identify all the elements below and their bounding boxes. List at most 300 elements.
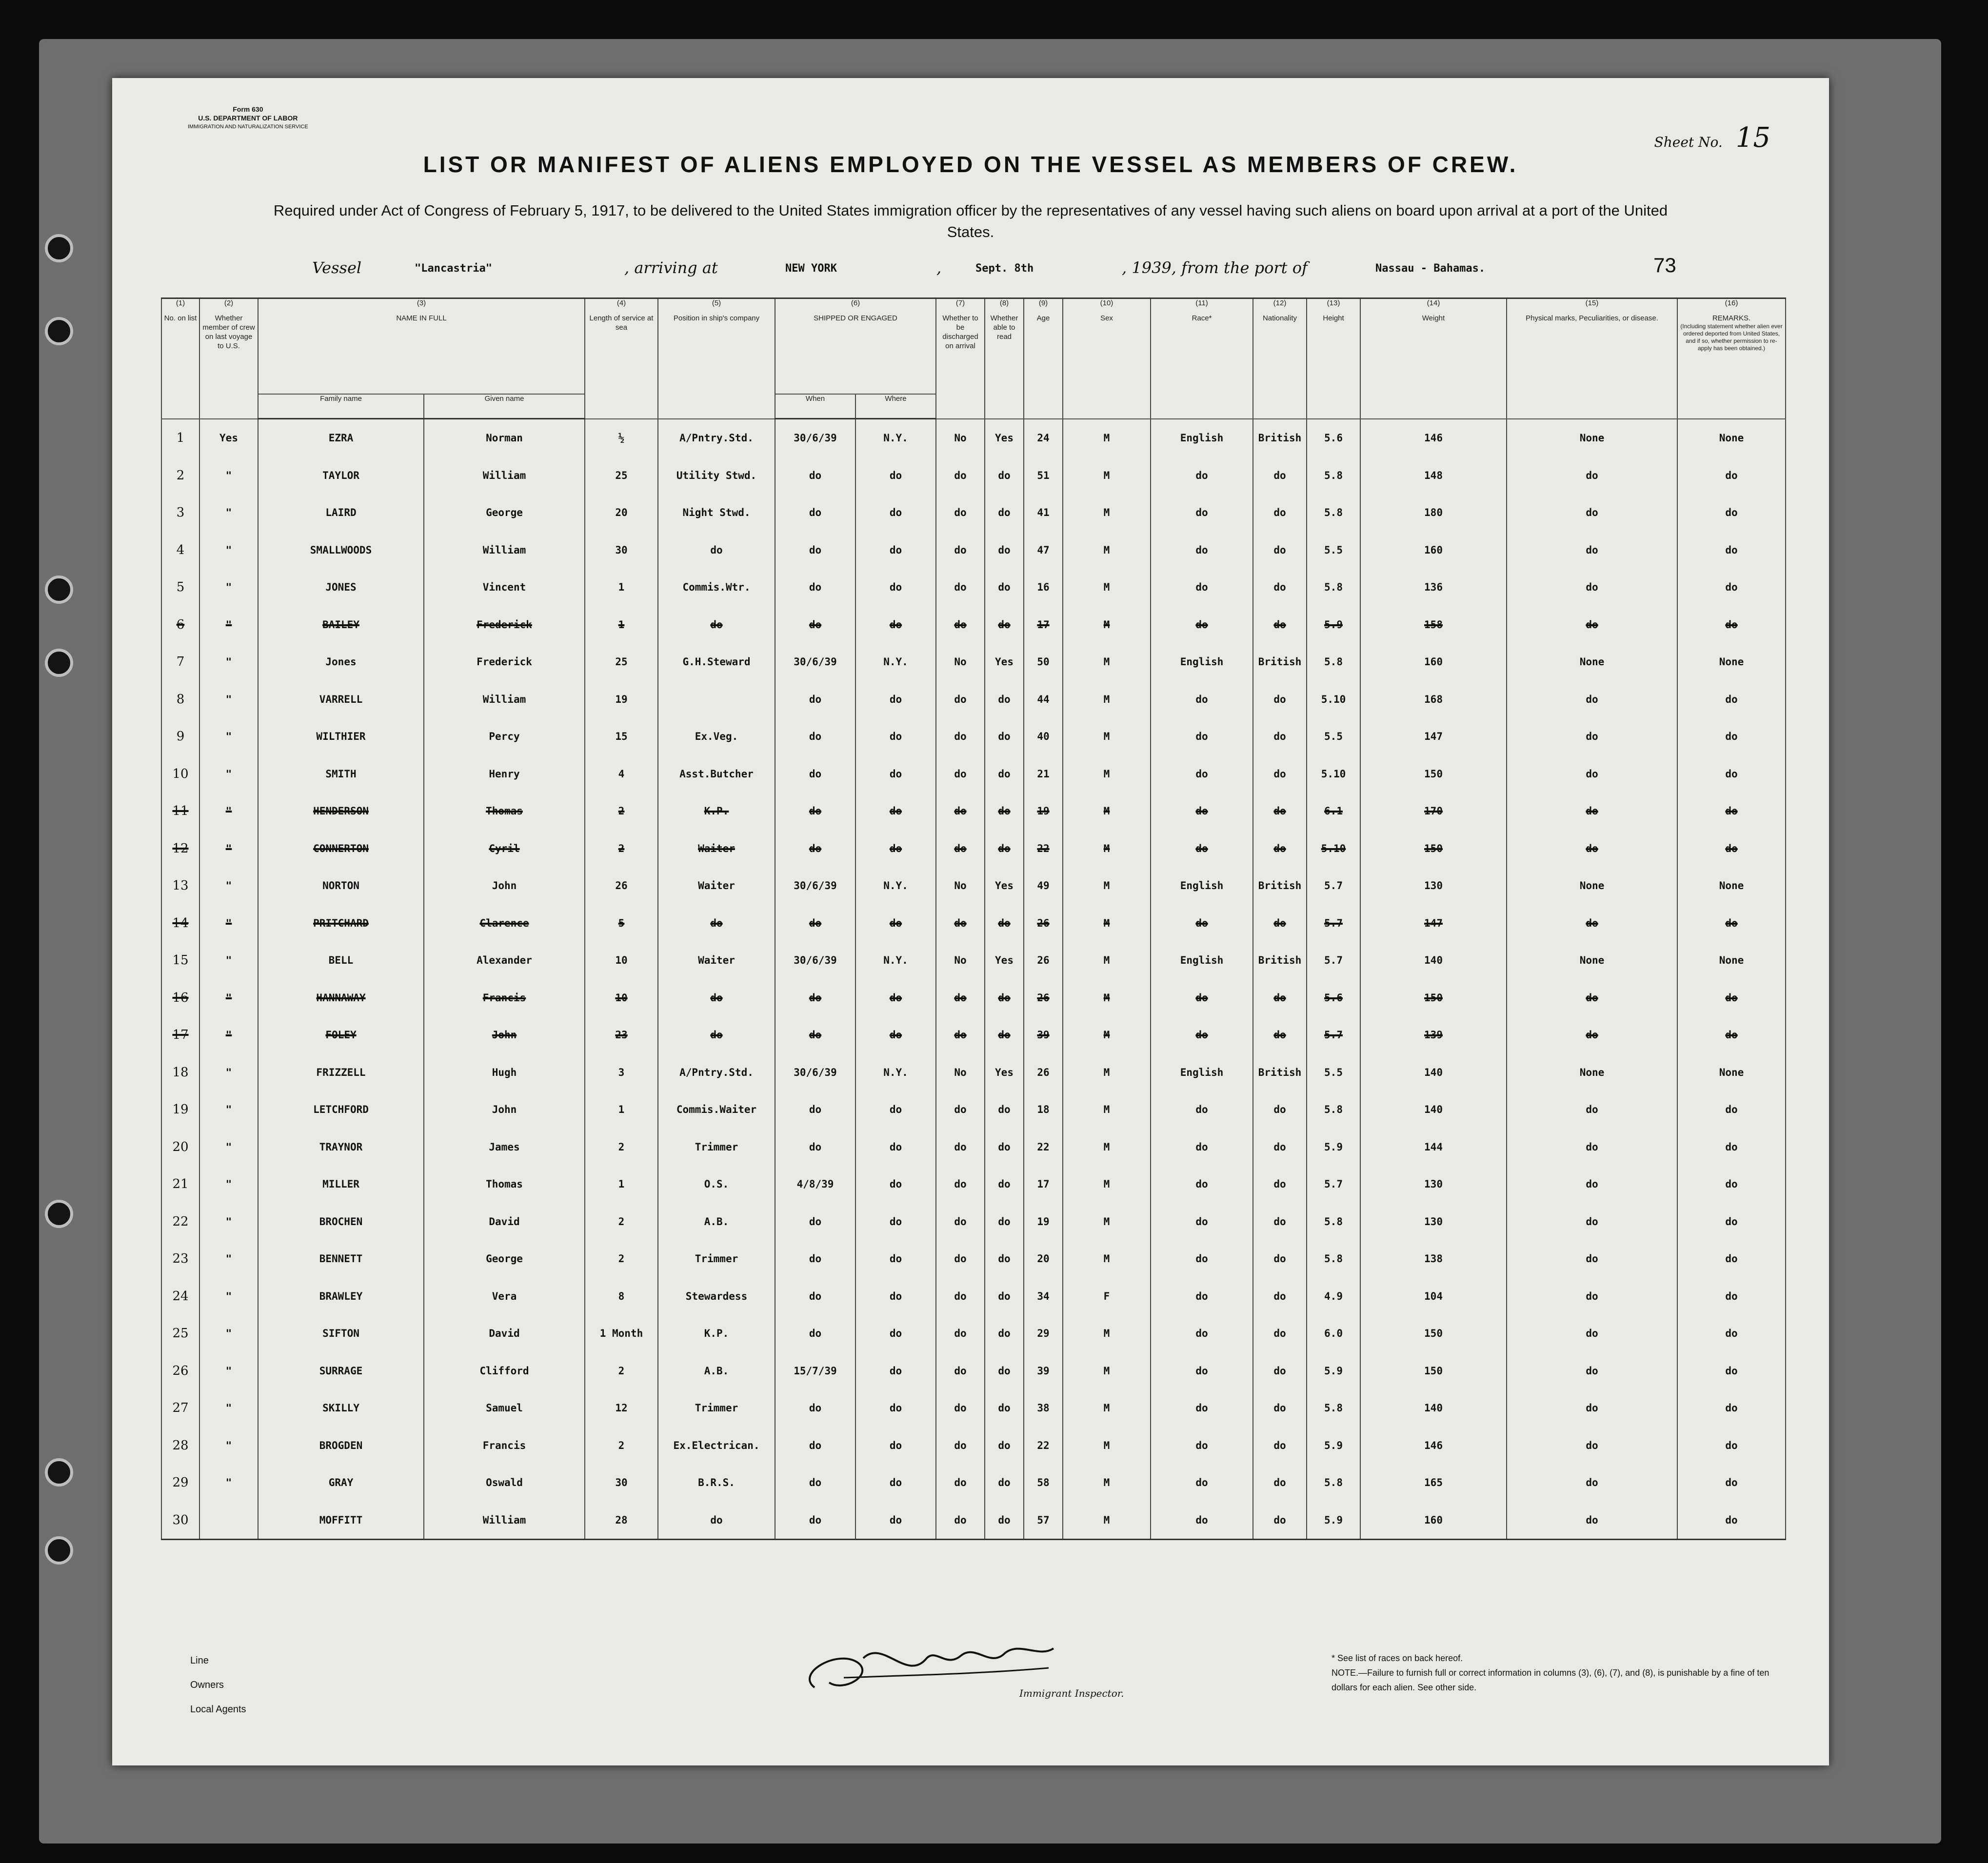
shipped-where-cell: do: [855, 1016, 936, 1054]
position-cell: Night Stwd.: [658, 494, 775, 532]
weight-cell: 148: [1360, 457, 1507, 495]
service-length-cell: 4: [585, 755, 658, 793]
position-cell: A.B.: [658, 1352, 775, 1390]
nationality-cell: do: [1253, 793, 1307, 830]
row-number-cell: 2: [161, 457, 199, 495]
age-cell: 17: [1024, 606, 1063, 644]
family-name-cell: BELL: [258, 942, 424, 979]
shipped-where-cell: do: [855, 1315, 936, 1352]
column-number: (14): [1360, 298, 1507, 312]
nationality-cell: do: [1253, 830, 1307, 868]
weight-cell: 150: [1360, 830, 1507, 868]
member-last-voyage-cell: ": [199, 1352, 258, 1390]
service-length-cell: 5: [585, 905, 658, 942]
weight-cell: 146: [1360, 1427, 1507, 1465]
column-number: (15): [1507, 298, 1677, 312]
sex-cell: M: [1063, 606, 1151, 644]
physical-marks-cell: do: [1507, 681, 1677, 718]
able-to-read-cell: do: [985, 1203, 1024, 1241]
row-number-cell: 17: [161, 1016, 199, 1054]
family-name-cell: MILLER: [258, 1166, 424, 1203]
sex-cell: M: [1063, 681, 1151, 718]
nationality-cell: do: [1253, 569, 1307, 606]
remarks-cell: do: [1677, 1352, 1786, 1390]
header-physical-marks: Physical marks, Peculiarities, or disease.: [1507, 312, 1677, 419]
row-number-cell: 27: [161, 1389, 199, 1427]
able-to-read-cell: do: [985, 979, 1024, 1017]
race-cell: do: [1151, 1464, 1253, 1502]
weight-cell: 130: [1360, 1166, 1507, 1203]
remarks-cell: do: [1677, 979, 1786, 1017]
position-cell: Trimmer: [658, 1129, 775, 1166]
given-name-cell: John: [424, 1016, 585, 1054]
header-position: Position in ship's company: [658, 312, 775, 419]
sex-cell: M: [1063, 532, 1151, 569]
sex-cell: M: [1063, 718, 1151, 755]
shipped-where-cell: do: [855, 979, 936, 1017]
able-to-read-cell: do: [985, 457, 1024, 495]
physical-marks-cell: None: [1507, 419, 1677, 457]
row-number-cell: 5: [161, 569, 199, 606]
physical-marks-cell: do: [1507, 905, 1677, 942]
remarks-cell: None: [1677, 1054, 1786, 1091]
given-name-cell: Hugh: [424, 1054, 585, 1091]
family-name-cell: TAYLOR: [258, 457, 424, 495]
service-length-cell: 25: [585, 643, 658, 681]
nationality-cell: do: [1253, 532, 1307, 569]
remarks-cell: do: [1677, 532, 1786, 569]
height-cell: 5.5: [1307, 532, 1360, 569]
sex-cell: M: [1063, 755, 1151, 793]
race-cell: do: [1151, 979, 1253, 1017]
position-cell: do: [658, 1502, 775, 1540]
position-cell: do: [658, 905, 775, 942]
shipped-when-cell: do: [775, 457, 855, 495]
family-name-cell: BROCHEN: [258, 1203, 424, 1241]
nationality-cell: British: [1253, 942, 1307, 979]
shipped-when-cell: do: [775, 1427, 855, 1465]
remarks-cell: None: [1677, 942, 1786, 979]
physical-marks-cell: None: [1507, 867, 1677, 905]
header-age: Age: [1024, 312, 1063, 419]
owners-label: Owners: [190, 1680, 224, 1690]
discharged-cell: do: [936, 569, 985, 606]
physical-marks-cell: do: [1507, 569, 1677, 606]
remarks-cell: do: [1677, 905, 1786, 942]
remarks-cell: None: [1677, 867, 1786, 905]
date-separator: ,: [936, 258, 942, 277]
age-cell: 50: [1024, 643, 1063, 681]
table-row: [161, 1464, 1786, 1502]
family-name-cell: WILTHIER: [258, 718, 424, 755]
position-cell: do: [658, 606, 775, 644]
position-cell: Waiter: [658, 867, 775, 905]
shipped-where-cell: do: [855, 1502, 936, 1540]
arrival-date: Sept. 8th: [975, 262, 1034, 275]
discharged-cell: do: [936, 494, 985, 532]
shipped-when-cell: do: [775, 1240, 855, 1278]
age-cell: 49: [1024, 867, 1063, 905]
service-length-cell: 3: [585, 1054, 658, 1091]
position-cell: K.P.: [658, 1315, 775, 1352]
shipped-where-cell: do: [855, 1278, 936, 1315]
family-name-cell: HENDERSON: [258, 793, 424, 830]
remarks-cell: do: [1677, 1502, 1786, 1540]
manifest-sheet: [112, 78, 1829, 1765]
position-cell: Utility Stwd.: [658, 457, 775, 495]
physical-marks-cell: do: [1507, 1129, 1677, 1166]
column-header-row: [161, 312, 1786, 394]
member-last-voyage-cell: ": [199, 1203, 258, 1241]
position-cell: Ex.Electrican.: [658, 1427, 775, 1465]
row-number-cell: 3: [161, 494, 199, 532]
physical-marks-cell: do: [1507, 1240, 1677, 1278]
remarks-cell: do: [1677, 457, 1786, 495]
shipped-where-cell: do: [855, 1091, 936, 1129]
height-cell: 6.1: [1307, 793, 1360, 830]
row-number-cell: 18: [161, 1054, 199, 1091]
physical-marks-cell: do: [1507, 1427, 1677, 1465]
row-number-cell: 29: [161, 1464, 199, 1502]
able-to-read-cell: do: [985, 1240, 1024, 1278]
remarks-cell: do: [1677, 1166, 1786, 1203]
service-length-cell: 2: [585, 1240, 658, 1278]
race-cell: do: [1151, 1091, 1253, 1129]
table-row: [161, 1240, 1786, 1278]
table-row: [161, 793, 1786, 830]
family-name-cell: HANNAWAY: [258, 979, 424, 1017]
nationality-cell: do: [1253, 1166, 1307, 1203]
member-last-voyage-cell: ": [199, 1054, 258, 1091]
member-last-voyage-cell: ": [199, 793, 258, 830]
given-name-cell: William: [424, 532, 585, 569]
shipped-where-cell: do: [855, 793, 936, 830]
age-cell: 58: [1024, 1464, 1063, 1502]
weight-cell: 140: [1360, 1091, 1507, 1129]
discharged-cell: do: [936, 606, 985, 644]
position-cell: Stewardess: [658, 1278, 775, 1315]
table-row: [161, 1054, 1786, 1091]
shipped-when-cell: do: [775, 532, 855, 569]
age-cell: 26: [1024, 979, 1063, 1017]
header-length-of-service: Length of service at sea: [585, 312, 658, 419]
member-last-voyage-cell: ": [199, 1091, 258, 1129]
race-note: * See list of races on back hereof.: [1332, 1653, 1463, 1663]
sex-cell: M: [1063, 1203, 1151, 1241]
sex-cell: M: [1063, 1315, 1151, 1352]
row-number-cell: 9: [161, 718, 199, 755]
shipped-where-cell: do: [855, 569, 936, 606]
service-length-cell: 19: [585, 681, 658, 718]
able-to-read-cell: do: [985, 1352, 1024, 1390]
discharged-cell: do: [936, 905, 985, 942]
discharged-cell: do: [936, 1502, 985, 1540]
given-name-cell: Clarence: [424, 905, 585, 942]
race-cell: do: [1151, 1389, 1253, 1427]
able-to-read-cell: do: [985, 755, 1024, 793]
line-label: Line: [190, 1655, 209, 1666]
row-number-cell: 4: [161, 532, 199, 569]
discharged-cell: do: [936, 1203, 985, 1241]
race-cell: do: [1151, 1502, 1253, 1540]
weight-cell: 139: [1360, 1016, 1507, 1054]
binder-hole: [45, 317, 73, 345]
position-cell: A.B.: [658, 1203, 775, 1241]
member-last-voyage-cell: ": [199, 905, 258, 942]
member-last-voyage-cell: ": [199, 755, 258, 793]
age-cell: 17: [1024, 1166, 1063, 1203]
height-cell: 5.8: [1307, 1240, 1360, 1278]
discharged-cell: do: [936, 979, 985, 1017]
discharged-cell: do: [936, 681, 985, 718]
shipped-where-cell: do: [855, 1203, 936, 1241]
weight-cell: 138: [1360, 1240, 1507, 1278]
able-to-read-cell: do: [985, 1166, 1024, 1203]
member-last-voyage-cell: ": [199, 1464, 258, 1502]
position-cell: B.R.S.: [658, 1464, 775, 1502]
discharged-cell: do: [936, 1315, 985, 1352]
page-number: 73: [1653, 254, 1676, 277]
given-name-cell: James: [424, 1129, 585, 1166]
height-cell: 5.9: [1307, 1129, 1360, 1166]
race-cell: do: [1151, 1278, 1253, 1315]
given-name-cell: Francis: [424, 979, 585, 1017]
height-cell: 5.10: [1307, 830, 1360, 868]
family-name-cell: EZRA: [258, 419, 424, 457]
nationality-cell: do: [1253, 1502, 1307, 1540]
able-to-read-cell: do: [985, 718, 1024, 755]
shipped-where-cell: N.Y.: [855, 643, 936, 681]
column-number: (8): [985, 298, 1024, 312]
member-last-voyage-cell: [199, 1502, 258, 1540]
remarks-cell: do: [1677, 1278, 1786, 1315]
service-length-cell: 2: [585, 1427, 658, 1465]
sex-cell: M: [1063, 1352, 1151, 1390]
given-name-cell: David: [424, 1203, 585, 1241]
shipped-where-cell: N.Y.: [855, 1054, 936, 1091]
header-member-last-voyage: Whether member of crew on last voyage to U.S.: [199, 312, 258, 419]
physical-marks-cell: do: [1507, 1502, 1677, 1540]
table-row: [161, 681, 1786, 718]
age-cell: 18: [1024, 1091, 1063, 1129]
shipped-when-cell: do: [775, 606, 855, 644]
nationality-cell: British: [1253, 867, 1307, 905]
race-cell: do: [1151, 1129, 1253, 1166]
height-cell: 5.8: [1307, 1203, 1360, 1241]
sex-cell: M: [1063, 419, 1151, 457]
weight-cell: 104: [1360, 1278, 1507, 1315]
height-cell: 5.6: [1307, 419, 1360, 457]
physical-marks-cell: do: [1507, 1352, 1677, 1390]
nationality-cell: do: [1253, 1016, 1307, 1054]
row-number-cell: 13: [161, 867, 199, 905]
given-name-cell: George: [424, 1240, 585, 1278]
signature-label: Immigrant Inspector.: [1019, 1687, 1124, 1699]
member-last-voyage-cell: ": [199, 681, 258, 718]
header-shipped-engaged: SHIPPED OR ENGAGED: [775, 312, 936, 394]
sex-cell: M: [1063, 643, 1151, 681]
member-last-voyage-cell: ": [199, 830, 258, 868]
position-cell: Commis.Wtr.: [658, 569, 775, 606]
shipped-where-cell: do: [855, 681, 936, 718]
nationality-cell: do: [1253, 1315, 1307, 1352]
shipped-when-cell: 30/6/39: [775, 419, 855, 457]
shipped-when-cell: do: [775, 755, 855, 793]
shipped-when-cell: do: [775, 494, 855, 532]
height-cell: 5.8: [1307, 1464, 1360, 1502]
physical-marks-cell: do: [1507, 1166, 1677, 1203]
nationality-cell: do: [1253, 606, 1307, 644]
race-cell: do: [1151, 905, 1253, 942]
member-last-voyage-cell: ": [199, 643, 258, 681]
member-last-voyage-cell: ": [199, 867, 258, 905]
header-able-to-read: Whether able to read: [985, 312, 1024, 419]
age-cell: 40: [1024, 718, 1063, 755]
age-cell: 38: [1024, 1389, 1063, 1427]
departure-port: Nassau - Bahamas.: [1375, 262, 1486, 275]
weight-cell: 160: [1360, 532, 1507, 569]
given-name-cell: Oswald: [424, 1464, 585, 1502]
remarks-cell: do: [1677, 1016, 1786, 1054]
table-row: [161, 755, 1786, 793]
able-to-read-cell: do: [985, 1464, 1024, 1502]
service-length-cell: 23: [585, 1016, 658, 1054]
sex-cell: M: [1063, 1464, 1151, 1502]
sex-cell: M: [1063, 793, 1151, 830]
column-number: (3): [258, 298, 585, 312]
weight-cell: 165: [1360, 1464, 1507, 1502]
family-name-cell: NORTON: [258, 867, 424, 905]
race-cell: do: [1151, 1352, 1253, 1390]
header-given-name: Given name: [424, 394, 585, 419]
row-number-cell: 12: [161, 830, 199, 868]
race-cell: English: [1151, 1054, 1253, 1091]
nationality-cell: do: [1253, 1203, 1307, 1241]
remarks-cell: do: [1677, 569, 1786, 606]
row-number-cell: 14: [161, 905, 199, 942]
sex-cell: F: [1063, 1278, 1151, 1315]
position-cell: do: [658, 532, 775, 569]
sheet-number-block: [1654, 122, 1770, 154]
given-name-cell: David: [424, 1315, 585, 1352]
physical-marks-cell: do: [1507, 532, 1677, 569]
header-family-name: Family name: [258, 394, 424, 419]
nationality-cell: do: [1253, 905, 1307, 942]
able-to-read-cell: Yes: [985, 1054, 1024, 1091]
given-name-cell: Alexander: [424, 942, 585, 979]
column-number: (13): [1307, 298, 1360, 312]
service-length-cell: 28: [585, 1502, 658, 1540]
shipped-where-cell: do: [855, 532, 936, 569]
service-length-cell: 2: [585, 1203, 658, 1241]
member-last-voyage-cell: ": [199, 1315, 258, 1352]
vessel-label: Vessel: [312, 258, 362, 277]
physical-marks-cell: do: [1507, 1315, 1677, 1352]
row-number-cell: 10: [161, 755, 199, 793]
nationality-cell: do: [1253, 718, 1307, 755]
weight-cell: 150: [1360, 1315, 1507, 1352]
nationality-cell: do: [1253, 1240, 1307, 1278]
discharged-cell: No: [936, 643, 985, 681]
age-cell: 19: [1024, 1203, 1063, 1241]
race-cell: do: [1151, 1427, 1253, 1465]
position-cell: do: [658, 979, 775, 1017]
column-number: (6): [775, 298, 936, 312]
row-number-cell: 23: [161, 1240, 199, 1278]
shipped-where-cell: do: [855, 1240, 936, 1278]
discharged-cell: do: [936, 1129, 985, 1166]
weight-cell: 140: [1360, 1389, 1507, 1427]
table-row: [161, 532, 1786, 569]
discharged-cell: do: [936, 1278, 985, 1315]
shipped-when-cell: do: [775, 569, 855, 606]
able-to-read-cell: do: [985, 1278, 1024, 1315]
age-cell: 39: [1024, 1016, 1063, 1054]
row-number-cell: 20: [161, 1129, 199, 1166]
sex-cell: M: [1063, 1016, 1151, 1054]
sex-cell: M: [1063, 1389, 1151, 1427]
table-row: [161, 606, 1786, 644]
shipped-when-cell: do: [775, 1389, 855, 1427]
sex-cell: M: [1063, 1427, 1151, 1465]
shipped-when-cell: do: [775, 1464, 855, 1502]
nationality-cell: do: [1253, 979, 1307, 1017]
member-last-voyage-cell: ": [199, 1129, 258, 1166]
able-to-read-cell: do: [985, 1016, 1024, 1054]
height-cell: 5.8: [1307, 1091, 1360, 1129]
position-cell: Waiter: [658, 830, 775, 868]
sex-cell: M: [1063, 1502, 1151, 1540]
binder-hole: [45, 575, 73, 604]
height-cell: 5.5: [1307, 1054, 1360, 1091]
member-last-voyage-cell: ": [199, 1166, 258, 1203]
shipped-where-cell: do: [855, 1166, 936, 1203]
able-to-read-cell: Yes: [985, 419, 1024, 457]
header-when: When: [775, 394, 855, 419]
given-name-cell: Vincent: [424, 569, 585, 606]
binder-hole: [45, 234, 73, 262]
family-name-cell: BRAWLEY: [258, 1278, 424, 1315]
table-row: [161, 1352, 1786, 1390]
position-cell: do: [658, 1016, 775, 1054]
row-number-cell: 28: [161, 1427, 199, 1465]
position-cell: [658, 681, 775, 718]
discharged-cell: do: [936, 830, 985, 868]
nationality-cell: do: [1253, 1427, 1307, 1465]
member-last-voyage-cell: ": [199, 1240, 258, 1278]
nationality-cell: do: [1253, 494, 1307, 532]
discharged-cell: No: [936, 1054, 985, 1091]
age-cell: 26: [1024, 942, 1063, 979]
shipped-when-cell: 30/6/39: [775, 942, 855, 979]
member-last-voyage-cell: ": [199, 606, 258, 644]
row-number-cell: 21: [161, 1166, 199, 1203]
table-row: [161, 1427, 1786, 1465]
able-to-read-cell: do: [985, 569, 1024, 606]
sex-cell: M: [1063, 1054, 1151, 1091]
table-row: [161, 457, 1786, 495]
family-name-cell: VARRELL: [258, 681, 424, 718]
given-name-cell: William: [424, 681, 585, 718]
remarks-cell: do: [1677, 1427, 1786, 1465]
row-number-cell: 1: [161, 419, 199, 457]
table-row: [161, 494, 1786, 532]
shipped-when-cell: do: [775, 1203, 855, 1241]
shipped-where-cell: N.Y.: [855, 867, 936, 905]
weight-cell: 150: [1360, 755, 1507, 793]
arriving-label: , arriving at: [624, 258, 718, 277]
table-row: [161, 1389, 1786, 1427]
